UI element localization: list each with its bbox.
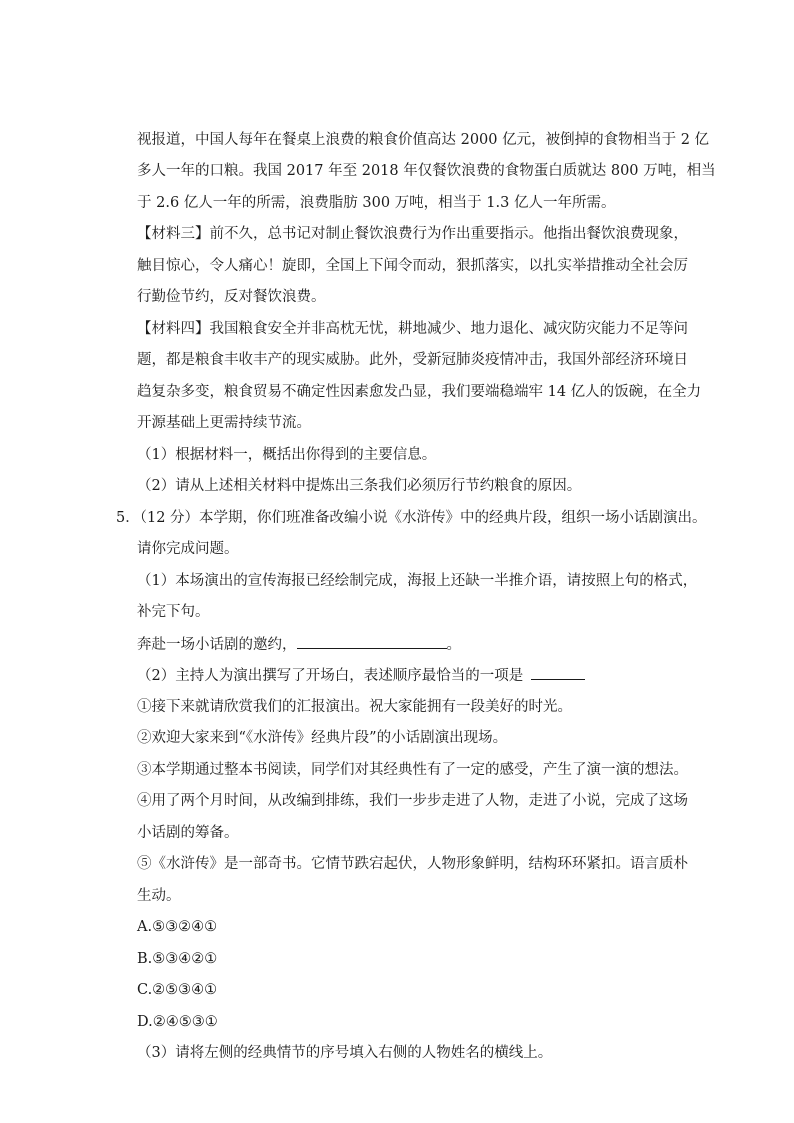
- material3-line-1: 【材料三】前不久，总书记对制止餐饮浪费行为作出重要指示。他指出餐饮浪费现象，: [137, 226, 688, 242]
- q5-sub2: （2）主持人为演出撰写了开场白，表述顺序最恰当的一项是: [137, 668, 524, 684]
- material4-line-2: 题，都是粮食丰收丰产的现实威胁。此外，受新冠肺炎疫情冲击，我国外部经济环境日: [137, 352, 688, 368]
- material3-line-2: 触目惊心，令人痛心！旋即，全国上下闻令而动，狠抓落实，以扎实举措推动全社会厉: [137, 258, 688, 274]
- answer-blank[interactable]: [297, 634, 447, 649]
- material2-line-3: 于 2.6 亿人一年的所需，浪费脂肪 300 万吨，相当于 1.3 亿人一年所需。: [137, 195, 616, 211]
- material4-line-3: 趋复杂多变，粮食贸易不确定性因素愈发凸显，我们要端稳端牢 14 亿人的饭碗，在全力: [137, 384, 702, 400]
- q5-stem-line-1: 5．（12 分）本学期，你们班准备改编小说《水浒传》中的经典片段，组织一场小话剧演出。: [116, 510, 707, 526]
- q5-sub3: （3）请将左侧的经典情节的序号填入右侧的人物姓名的横线上。: [137, 1045, 553, 1061]
- q5-sub1-end: 。: [446, 637, 461, 653]
- q5-sub2-line: [137, 665, 585, 685]
- q5-sub1-prompt: 奔赴一场小话剧的邀约，: [137, 637, 297, 653]
- material4-line-4: 开源基础上更需持续节流。: [137, 415, 311, 431]
- option-a[interactable]: A.⑤③②④①: [137, 919, 218, 935]
- sentence-3: ③本学期通过整本书阅读，同学们对其经典性有了一定的感受，产生了演一演的想法。: [137, 762, 688, 778]
- answer-blank[interactable]: [531, 665, 585, 680]
- material4-line-1: 【材料四】我国粮食安全并非高枕无忧，耕地减少、地力退化、减灾防灾能力不足等问: [137, 321, 688, 337]
- q4-sub2: （2）请从上述相关材料中提炼出三条我们必须厉行节约粮食的原因。: [137, 478, 582, 494]
- sentence-5-line-2: 生动。: [137, 888, 181, 904]
- option-d[interactable]: D.②④⑤③①: [137, 1014, 218, 1030]
- sentence-2: ②欢迎大家来到“《水浒传》经典片段”的小话剧演出现场。: [137, 730, 508, 746]
- option-c[interactable]: C.②⑤③④①: [137, 982, 218, 998]
- q5-sub1-line-1: （1）本场演出的宣传海报已经绘制完成，海报上还缺一半推介语，请按照上句的格式，: [137, 573, 698, 589]
- sentence-4-line-1: ④用了两个月时间，从改编到排练，我们一步步走进了人物，走进了小说，完成了这场: [137, 793, 688, 809]
- material2-line-2: 多人一年的口粮。我国 2017 年至 2018 年仅餐饮浪费的食物蛋白质就达 800 万吨，相当: [137, 163, 716, 179]
- sentence-1: ①接下来就请欣赏我们的汇报演出。祝大家能拥有一段美好的时光。: [137, 699, 572, 715]
- q5-stem-line-2: 请你完成问题。: [137, 541, 239, 557]
- material3-line-3: 行勤俭节约，反对餐饮浪费。: [137, 289, 326, 305]
- material2-line-1: 视报道，中国人每年在餐桌上浪费的粮食价值高达 2000 亿元，被倒掉的食物相当于 2 亿: [137, 132, 710, 148]
- q5-sub1-answer-line: [137, 634, 461, 654]
- sentence-5-line-1: ⑤《水浒传》是一部奇书。它情节跌宕起伏，人物形象鲜明，结构环环紧扣。语言质朴: [137, 856, 688, 872]
- option-b[interactable]: B.⑤③④②①: [137, 951, 218, 967]
- q5-sub1-line-2: 补完下句。: [137, 604, 210, 620]
- sentence-4-line-2: 小话剧的筹备。: [137, 825, 239, 841]
- q4-sub1: （1）根据材料一，概括出你得到的主要信息。: [137, 447, 437, 463]
